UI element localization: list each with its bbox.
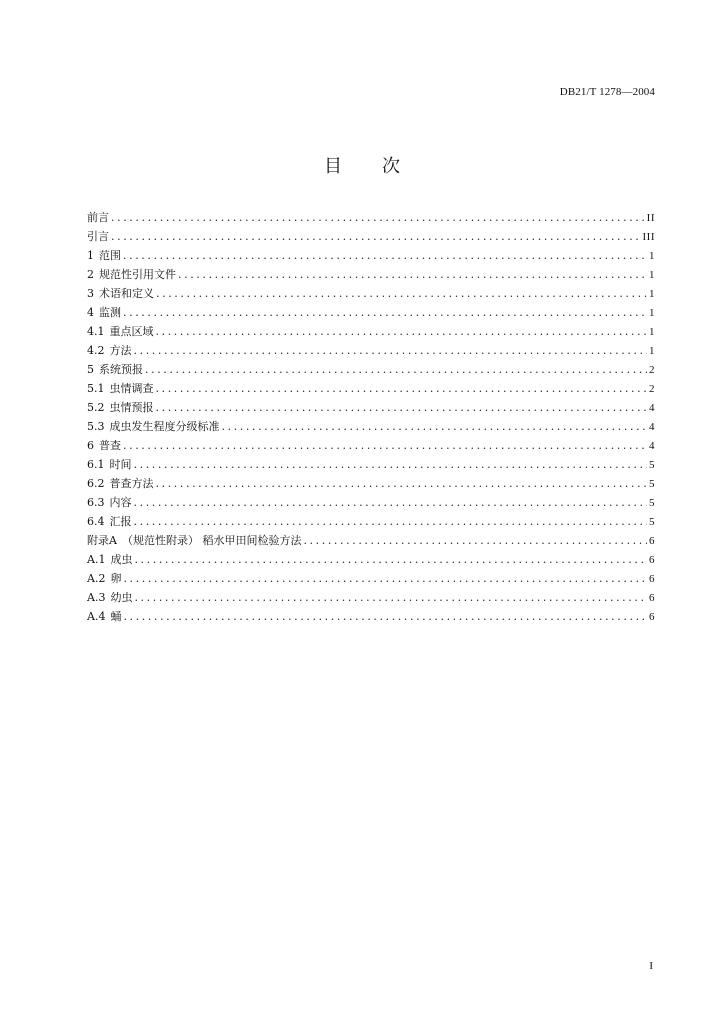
toc-entry-number: 附录A	[87, 534, 117, 547]
toc-entry-page: 1	[649, 269, 655, 281]
toc-entry-page: 4	[649, 440, 655, 452]
toc-entry[interactable]	[87, 569, 655, 588]
toc-entry-title: 监测	[99, 306, 121, 319]
toc-entry-number: 4	[87, 306, 94, 319]
toc-entry[interactable]	[87, 341, 655, 360]
toc-entry[interactable]	[87, 284, 655, 303]
toc-entry-page: 5	[649, 497, 655, 509]
toc-leader-dots	[156, 398, 648, 417]
toc-entry[interactable]	[87, 227, 655, 246]
toc-leader-dots	[111, 208, 645, 227]
page-number: I	[649, 960, 653, 972]
toc-entry-page: 6	[649, 592, 655, 604]
toc-entry[interactable]	[87, 607, 655, 626]
toc-entry-number: 6.3	[87, 496, 105, 509]
toc-entry-title: 幼虫	[110, 591, 133, 604]
toc-leader-dots	[156, 284, 647, 303]
toc-entry-number: 5.1	[87, 382, 105, 395]
toc-entry[interactable]	[87, 379, 655, 398]
toc-leader-dots	[134, 512, 648, 531]
toc-entry[interactable]	[87, 512, 655, 531]
toc-leader-dots	[134, 341, 648, 360]
toc-entry-number: 6.4	[87, 515, 105, 528]
toc-entry-number: A.3	[87, 591, 106, 604]
toc-entry-title: 重点区域	[109, 325, 154, 338]
toc-entry-page: 5	[649, 516, 655, 528]
toc-entry-title: 前言	[87, 211, 109, 224]
toc-entry-title: 范围	[99, 249, 121, 262]
toc-entry-page: 1	[649, 288, 655, 300]
toc-entry-number: A.2	[87, 572, 106, 585]
toc-leader-dots	[123, 246, 647, 265]
toc-entry-title: 内容	[109, 496, 132, 509]
toc-entry-number: 4.2	[87, 344, 105, 357]
toc-entry[interactable]	[87, 265, 655, 284]
toc-entry-number: 6.1	[87, 458, 105, 471]
title-char-2: 次	[382, 156, 400, 177]
toc-entry-number: A.1	[87, 553, 106, 566]
toc-entry-number: 5.2	[87, 401, 105, 414]
toc-entry-page: 5	[649, 478, 655, 490]
toc-leader-dots	[134, 550, 647, 569]
toc-entry-number: 6.2	[87, 477, 105, 490]
toc-entry-number: 6	[87, 439, 94, 452]
toc-entry-page: 5	[649, 459, 655, 471]
toc-entry[interactable]	[87, 493, 655, 512]
toc-entry-title: 引言	[87, 230, 109, 243]
toc-entry-page: 4	[649, 421, 655, 433]
toc-leader-dots	[134, 493, 648, 512]
toc-entry[interactable]	[87, 303, 655, 322]
toc-entry-title: 虫情预报	[109, 401, 154, 414]
toc-entry-page: 1	[649, 345, 655, 357]
toc-entry-page: 6	[649, 554, 655, 566]
toc-entry-page: II	[646, 212, 655, 224]
table-of-contents	[87, 208, 655, 626]
toc-entry[interactable]	[87, 208, 655, 227]
toc-entry-number: 2	[87, 268, 94, 281]
toc-entry-page: 2	[649, 383, 655, 395]
toc-entry-number: 5	[87, 363, 94, 376]
toc-entry-title: 方法	[109, 344, 132, 357]
toc-entry-page: 1	[649, 326, 655, 338]
toc-entry[interactable]	[87, 474, 655, 493]
toc-entry-number: 4.1	[87, 325, 105, 338]
toc-entry-title: 普查方法	[109, 477, 154, 490]
toc-entry-page: 2	[649, 364, 655, 376]
toc-entry[interactable]	[87, 322, 655, 341]
toc-entry-number: 3	[87, 287, 94, 300]
toc-leader-dots	[145, 360, 647, 379]
toc-entry[interactable]	[87, 360, 655, 379]
toc-entry-title: 汇报	[109, 515, 132, 528]
toc-entry[interactable]	[87, 417, 655, 436]
toc-entry[interactable]	[87, 588, 655, 607]
toc-leader-dots	[156, 474, 648, 493]
title-char-1: 目	[324, 156, 342, 177]
toc-entry-title: 成虫	[110, 553, 133, 566]
toc-entry[interactable]	[87, 455, 655, 474]
toc-entry-page: 1	[649, 307, 655, 319]
toc-entry-title: （规范性附录） 稻水甲田间检验方法	[121, 534, 302, 547]
toc-leader-dots	[123, 436, 647, 455]
toc-entry-title: 规范性引用文件	[99, 268, 176, 281]
toc-entry[interactable]	[87, 550, 655, 569]
toc-leader-dots	[111, 227, 641, 246]
toc-entry[interactable]	[87, 246, 655, 265]
toc-entry-page: 6	[649, 535, 655, 547]
toc-leader-dots	[303, 531, 647, 550]
toc-leader-dots	[123, 569, 647, 588]
toc-entry-page: 6	[649, 611, 655, 623]
toc-entry-number: 5.3	[87, 420, 105, 433]
toc-entry-title: 术语和定义	[99, 287, 154, 300]
toc-entry-title: 系统预报	[99, 363, 143, 376]
toc-leader-dots	[123, 607, 647, 626]
toc-leader-dots	[123, 303, 647, 322]
toc-entry[interactable]	[87, 436, 655, 455]
toc-entry-page: 6	[649, 573, 655, 585]
toc-entry-title: 成虫发生程度分级标准	[109, 420, 220, 433]
toc-entry-page: 1	[649, 250, 655, 262]
toc-leader-dots	[178, 265, 647, 284]
toc-entry[interactable]	[87, 398, 655, 417]
toc-leader-dots	[156, 322, 648, 341]
toc-leader-dots	[134, 455, 648, 474]
toc-entry[interactable]	[87, 531, 655, 550]
toc-entry-number: 1	[87, 249, 94, 262]
toc-leader-dots	[134, 588, 647, 607]
toc-entry-page: III	[642, 231, 655, 243]
toc-leader-dots	[156, 379, 648, 398]
toc-entry-title: 虫情调查	[109, 382, 154, 395]
toc-entry-page: 4	[649, 402, 655, 414]
toc-entry-title: 普查	[99, 439, 121, 452]
page-title	[0, 152, 724, 178]
toc-entry-title: 时间	[109, 458, 132, 471]
toc-entry-title: 卵	[110, 572, 122, 585]
standard-code: DB21/T 1278—2004	[559, 86, 655, 98]
toc-entry-title: 蛹	[110, 610, 122, 623]
toc-leader-dots	[222, 417, 648, 436]
toc-entry-number: A.4	[87, 610, 106, 623]
